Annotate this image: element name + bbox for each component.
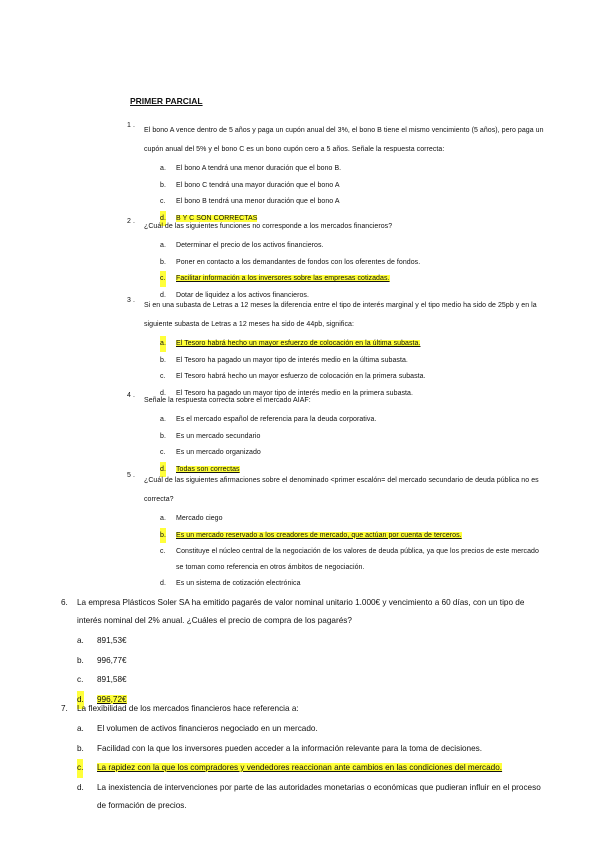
- option-text: El bono A tendrá una menor duración que el bono B.: [176, 165, 342, 172]
- option-letter: c.: [77, 675, 84, 684]
- option-letter: d.: [160, 211, 166, 227]
- answer-option: [160, 161, 544, 177]
- answer-option: [160, 353, 544, 369]
- option-letter: a.: [160, 515, 166, 522]
- question-stem: La flexibilidad de los mercados financieros hace referencia a:: [77, 704, 299, 713]
- option-text: El bono B tendrá una menor duración que el bono A: [176, 198, 340, 205]
- question-number: 5 .: [127, 472, 135, 479]
- option-text: El volumen de activos financieros negociado en un mercado.: [97, 724, 318, 733]
- option-letter: b.: [160, 258, 166, 266]
- option-letter: c.: [160, 548, 166, 555]
- option-letter: d.: [77, 691, 84, 710]
- option-letter: b.: [77, 655, 84, 665]
- question-stem: ¿Cuál de las siguientes afirmaciones sobre el denominado <primer escalón= del mercado secundario de deuda pública no es correcta?: [144, 477, 539, 503]
- option-text: El Tesoro habrá hecho un mayor esfuerzo de colocación en la última subasta.: [176, 340, 421, 347]
- answer-option: [77, 671, 547, 690]
- option-letter: a.: [77, 636, 84, 645]
- option-text: Facilidad con la que los inversores pueden acceder a la información relevante para la toma de decisiones.: [97, 743, 483, 753]
- question-7: [61, 700, 547, 817]
- question-stem: Si en una subasta de Letras a 12 meses la diferencia entre el tipo de interés marginal y el tipo medio ha sido de 25pb y en la siguiente subasta de Letras a 12 meses ha sido de 44pb, significa:: [144, 302, 537, 328]
- option-text: El bono C tendrá una mayor duración que el bono A: [176, 181, 340, 189]
- answer-option: [77, 652, 547, 671]
- answer-option: [160, 178, 544, 194]
- question-6: [61, 594, 547, 710]
- answer-option: [77, 779, 547, 816]
- option-letter: c.: [160, 449, 166, 456]
- answer-option: [77, 740, 547, 759]
- option-text: La rapidez con la que los compradores y vendedores reaccionan ante cambios en las condiciones del mercado.: [97, 763, 503, 772]
- option-letter: d.: [160, 389, 166, 397]
- option-letter: b.: [77, 743, 84, 753]
- option-letter: b.: [160, 356, 166, 364]
- option-text: El Tesoro ha pagado un mayor tipo de interés medio en la última subasta.: [176, 356, 408, 364]
- option-letter: c.: [160, 373, 166, 380]
- option-text: El Tesoro ha pagado un mayor tipo de interés medio en la primera subasta.: [176, 389, 413, 397]
- question-2: [127, 214, 544, 304]
- answer-option-correct: [77, 759, 547, 778]
- option-letter: d.: [160, 291, 166, 299]
- option-text: Es el mercado español de referencia para la deuda corporativa.: [176, 416, 377, 423]
- option-letter: a.: [160, 242, 166, 249]
- question-number: 4 .: [127, 392, 135, 399]
- answer-option: [160, 238, 544, 254]
- option-letter: a.: [77, 724, 84, 733]
- option-letter: a.: [160, 336, 166, 352]
- answer-option: [160, 544, 544, 575]
- question-number: 3 .: [127, 297, 135, 304]
- answer-option: [160, 445, 544, 461]
- option-text: 891,58€: [97, 675, 127, 684]
- answer-option: [160, 194, 544, 210]
- option-text: B Y C SON CORRECTAS: [176, 214, 258, 222]
- option-text: 996,77€: [97, 655, 127, 665]
- question-number: 7.: [61, 704, 68, 713]
- option-text: Todas son correctas: [176, 465, 240, 473]
- option-letter: a.: [160, 416, 166, 423]
- question-1: [127, 121, 544, 227]
- option-letter: d.: [77, 782, 84, 792]
- answer-option: [160, 511, 544, 527]
- answer-option: [77, 720, 547, 739]
- question-stem: La empresa Plásticos Soler SA ha emitido pagarés de valor nominal unitario 1.000€ y vencimiento a 60 días, con un tipo de interés nominal del 2% anual. ¿Cuáles el precio de compra de los pagarés?: [77, 598, 525, 625]
- option-text: Poner en contacto a los demandantes de fondos con los oferentes de fondos.: [176, 258, 421, 266]
- option-text: Dotar de liquidez a los activos financieros.: [176, 291, 309, 299]
- answer-option: [160, 255, 544, 271]
- option-letter: c.: [77, 759, 83, 778]
- option-letter: d.: [160, 462, 166, 478]
- answer-option: [160, 576, 544, 592]
- option-letter: d.: [160, 580, 166, 587]
- page-title: PRIMER PARCIAL: [130, 96, 203, 106]
- answer-option: [160, 369, 544, 385]
- option-text: La inexistencia de intervenciones por parte de las autoridades monetarias o económicas que pudieran influir en el proceso de formación de precios.: [97, 782, 541, 810]
- answer-option: [77, 632, 547, 651]
- option-text: Facilitar información a los inversores sobre las empresas cotizadas.: [176, 275, 390, 282]
- option-letter: b.: [160, 181, 166, 189]
- answer-option-correct: [160, 528, 544, 544]
- option-letter: b.: [160, 432, 166, 440]
- option-text: Es un mercado secundario: [176, 432, 261, 440]
- option-text: Mercado ciego: [176, 515, 223, 522]
- answer-option-correct: [160, 271, 544, 287]
- question-stem: El bono A vence dentro de 5 años y paga un cupón anual del 3%, el bono B tiene el mismo vencimiento (5 años), pero paga un cupón anual del 5% y el bono C es un bono cupón cero a 5 años. Señale la respuesta correcta:: [144, 127, 544, 153]
- answer-option: [160, 429, 544, 445]
- option-text: Es un mercado reservado a los creadores de mercado, que actúan por cuenta de terceros.: [176, 531, 462, 539]
- option-text: 891,53€: [97, 636, 127, 645]
- question-stem: ¿Cuál de las siguientes funciones no corresponde a los mercados financieros?: [144, 223, 393, 230]
- question-5: [127, 471, 544, 593]
- question-number: 2 .: [127, 218, 135, 225]
- question-3: [127, 296, 544, 402]
- option-text: Constituye el núcleo central de la negociación de los valores de deuda pública, ya que los precios de este mercado se toman como referencia en otros ámbitos de negociación.: [176, 548, 539, 571]
- answer-option: [160, 412, 544, 428]
- question-number: 6.: [61, 598, 68, 607]
- option-letter: c.: [160, 198, 166, 205]
- option-text: Es un mercado organizado: [176, 449, 261, 456]
- option-letter: c.: [160, 271, 166, 287]
- option-text: 996,72€: [97, 694, 127, 704]
- option-text: Es un sistema de cotización electrónica: [176, 580, 301, 587]
- option-text: Determinar el precio de los activos financieros.: [176, 242, 324, 249]
- option-letter: a.: [160, 165, 166, 172]
- option-letter: b.: [160, 528, 166, 544]
- question-number: 1 .: [127, 122, 135, 129]
- question-4: [127, 391, 544, 478]
- option-text: El Tesoro habrá hecho un mayor esfuerzo de colocación en la primera subasta.: [176, 373, 426, 380]
- question-stem: Señale la respuesta correcta sobre el mercado AIAF:: [144, 397, 311, 404]
- answer-option-correct: [160, 336, 544, 352]
